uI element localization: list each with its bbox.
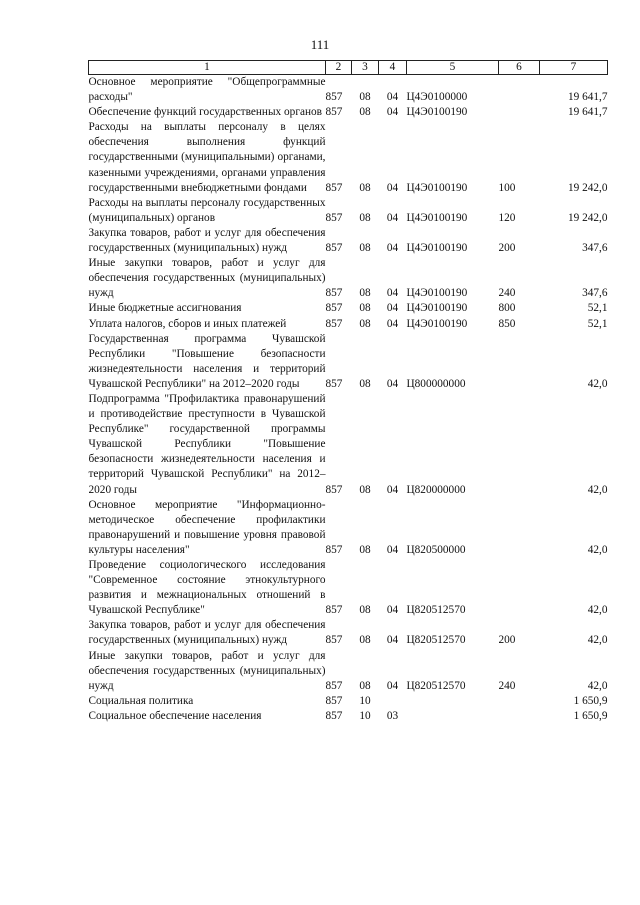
- admin-code: 857: [325, 709, 343, 722]
- amount: 42,0: [587, 377, 608, 390]
- column-header: 2: [326, 61, 352, 75]
- row-description: Закупка товаров, работ и услуг для обеспечения государственных (муниципальных) нужд: [88, 619, 326, 647]
- section-code: 08: [359, 211, 371, 224]
- target-code: Ц4Э0100190: [406, 181, 468, 194]
- amount: 19 242,0: [567, 181, 608, 194]
- expense-type: 100: [498, 181, 516, 194]
- row-description: Основное мероприятие "Общепрограммные расходы": [88, 76, 326, 104]
- admin-code: 857: [325, 287, 343, 300]
- target-code: Ц820512570: [406, 679, 466, 692]
- subsection-code: 04: [386, 242, 399, 255]
- subsection-code: [379, 694, 407, 709]
- subsection-code: 04: [386, 377, 399, 390]
- table-row: [89, 694, 608, 709]
- amount: 347,6: [582, 287, 608, 300]
- budget-table: [88, 60, 608, 724]
- expense-type: [499, 332, 540, 392]
- subsection-code: 04: [386, 302, 399, 315]
- amount: 42,0: [587, 634, 608, 647]
- table-row: [89, 226, 608, 256]
- admin-code: 857: [325, 679, 343, 692]
- subsection-code: 04: [386, 604, 399, 617]
- table-row: [89, 120, 608, 195]
- expense-type: 200: [498, 242, 516, 255]
- subsection-code: 04: [386, 679, 399, 692]
- section-code: 08: [359, 181, 371, 194]
- table-row: [89, 256, 608, 301]
- section-code: 08: [359, 543, 371, 556]
- subsection-code: 04: [386, 91, 399, 104]
- subsection-code: 04: [386, 543, 399, 556]
- expense-type: [499, 694, 540, 709]
- amount: 42,0: [587, 483, 608, 496]
- section-code: 08: [359, 287, 371, 300]
- expense-type: [499, 392, 540, 498]
- target-code: Ц4Э0100190: [406, 242, 468, 255]
- amount: 42,0: [587, 679, 608, 692]
- page-number: 111: [310, 37, 330, 52]
- target-code: Ц4Э0100190: [406, 106, 468, 119]
- admin-code: 857: [325, 483, 343, 496]
- admin-code: 857: [325, 242, 343, 255]
- column-header: 6: [499, 61, 540, 75]
- section-code: 08: [359, 483, 371, 496]
- target-code: Ц4Э0100190: [406, 211, 468, 224]
- expense-type: [499, 498, 540, 558]
- amount: 52,1: [587, 317, 608, 330]
- section-code: 08: [359, 679, 371, 692]
- amount: 19 641,7: [567, 106, 608, 119]
- target-code: Ц820512570: [406, 604, 466, 617]
- admin-code: 857: [325, 181, 343, 194]
- table-row: [89, 618, 608, 648]
- row-description: Основное мероприятие "Информационно-методическое обеспечение профилактики правонарушений и повышение уровня правовой культуры населения": [88, 498, 326, 556]
- target-code: Ц820000000: [406, 483, 466, 496]
- amount: 19 242,0: [567, 211, 608, 224]
- section-code: 08: [359, 91, 371, 104]
- admin-code: 857: [325, 317, 343, 330]
- amount: 1 650,9: [573, 694, 608, 707]
- target-code: Ц4Э0100190: [406, 287, 468, 300]
- admin-code: 857: [325, 106, 343, 119]
- target-code: Ц4Э0100190: [406, 317, 468, 330]
- expense-type: 800: [498, 302, 516, 315]
- row-description: Проведение социологического исследования "Современное состояние этнокультурного развития и межнациональных отношений в Чувашской Республике": [88, 559, 326, 617]
- table-row: [89, 317, 608, 332]
- amount: 19 641,7: [567, 91, 608, 104]
- admin-code: 857: [325, 302, 343, 315]
- table-row: [89, 75, 608, 106]
- table-row: [89, 332, 608, 392]
- admin-code: 857: [325, 604, 343, 617]
- column-header: 7: [540, 61, 608, 75]
- admin-code: 857: [325, 377, 343, 390]
- target-code: [407, 709, 499, 724]
- row-description: Расходы на выплаты персоналу в целях обеспечения выполнения функций государственными (муниципальными) органами, казенными учреждениями, органами управления государственными внебюджетными фондами: [88, 121, 326, 194]
- expense-type: [499, 709, 540, 724]
- table-row: [89, 709, 608, 724]
- table-row: [89, 498, 608, 558]
- amount: 1 650,9: [573, 709, 608, 722]
- target-code: Ц800000000: [406, 377, 466, 390]
- section-code: 08: [359, 302, 371, 315]
- row-description: Подпрограмма "Профилактика правонарушений и противодействие преступности в Чувашской Республике" государственной программы Чувашской Республики "Повышение безопасности жизнедеятельности населения и территорий Чувашской Республики" на 2012–2020 годы: [88, 392, 326, 496]
- subsection-code: 04: [386, 483, 399, 496]
- amount: 52,1: [587, 302, 608, 315]
- expense-type: 240: [498, 679, 516, 692]
- row-description: Иные бюджетные ассигнования: [88, 302, 242, 315]
- amount: 42,0: [587, 604, 608, 617]
- row-description: Социальное обеспечение населения: [88, 709, 262, 722]
- row-description: Иные закупки товаров, работ и услуг для обеспечения государственных (муниципальных) нужд: [88, 257, 326, 300]
- section-code: 10: [359, 709, 371, 722]
- table-row: [89, 301, 608, 316]
- target-code: Ц4Э0100190: [406, 302, 468, 315]
- table-row: [89, 196, 608, 226]
- expense-type: 240: [498, 287, 516, 300]
- subsection-code: 04: [386, 211, 399, 224]
- column-header: 4: [379, 61, 407, 75]
- column-header: 3: [352, 61, 379, 75]
- target-code: Ц820512570: [406, 634, 466, 647]
- subsection-code: 04: [386, 634, 399, 647]
- header-row: [89, 61, 608, 75]
- row-description: Расходы на выплаты персоналу государственных (муниципальных) органов: [88, 196, 326, 224]
- section-code: 08: [359, 634, 371, 647]
- target-code: [407, 694, 499, 709]
- admin-code: 857: [325, 211, 343, 224]
- table-row: [89, 105, 608, 120]
- expense-type: [499, 75, 540, 106]
- expense-type: 120: [498, 211, 516, 224]
- column-header: 5: [407, 61, 499, 75]
- subsection-code: 03: [386, 709, 399, 722]
- admin-code: 857: [325, 543, 343, 556]
- section-code: 08: [359, 317, 371, 330]
- table-row: [89, 649, 608, 694]
- table-row: [89, 558, 608, 618]
- expense-type: 200: [498, 634, 516, 647]
- row-description: Иные закупки товаров, работ и услуг для обеспечения государственных (муниципальных) нужд: [88, 649, 326, 692]
- expense-type: 850: [498, 317, 516, 330]
- row-description: Социальная политика: [88, 694, 194, 707]
- row-description: Государственная программа Чувашской Республики "Повышение безопасности жизнедеятельности населения и территорий Чувашской Республики" на 2012–2020 годы: [88, 332, 326, 390]
- expense-type: [499, 105, 540, 120]
- admin-code: 857: [325, 634, 343, 647]
- row-description: Обеспечение функций государственных органов: [88, 106, 323, 119]
- subsection-code: 04: [386, 106, 399, 119]
- admin-code: 857: [325, 694, 343, 707]
- row-description: Уплата налогов, сборов и иных платежей: [88, 317, 287, 330]
- section-code: 08: [359, 604, 371, 617]
- section-code: 08: [359, 242, 371, 255]
- section-code: 08: [359, 106, 371, 119]
- row-description: Закупка товаров, работ и услуг для обеспечения государственных (муниципальных) нужд: [88, 226, 326, 255]
- expense-type: [499, 558, 540, 618]
- subsection-code: 04: [386, 287, 399, 300]
- admin-code: 857: [325, 91, 343, 104]
- column-header: 1: [89, 61, 326, 75]
- amount: 42,0: [587, 543, 608, 556]
- table-row: [89, 392, 608, 498]
- subsection-code: 04: [386, 317, 399, 330]
- amount: 347,6: [582, 242, 608, 255]
- target-code: Ц820500000: [406, 543, 466, 556]
- subsection-code: 04: [386, 181, 399, 194]
- section-code: 10: [359, 694, 371, 707]
- section-code: 08: [359, 377, 371, 390]
- target-code: Ц4Э0100000: [406, 91, 468, 104]
